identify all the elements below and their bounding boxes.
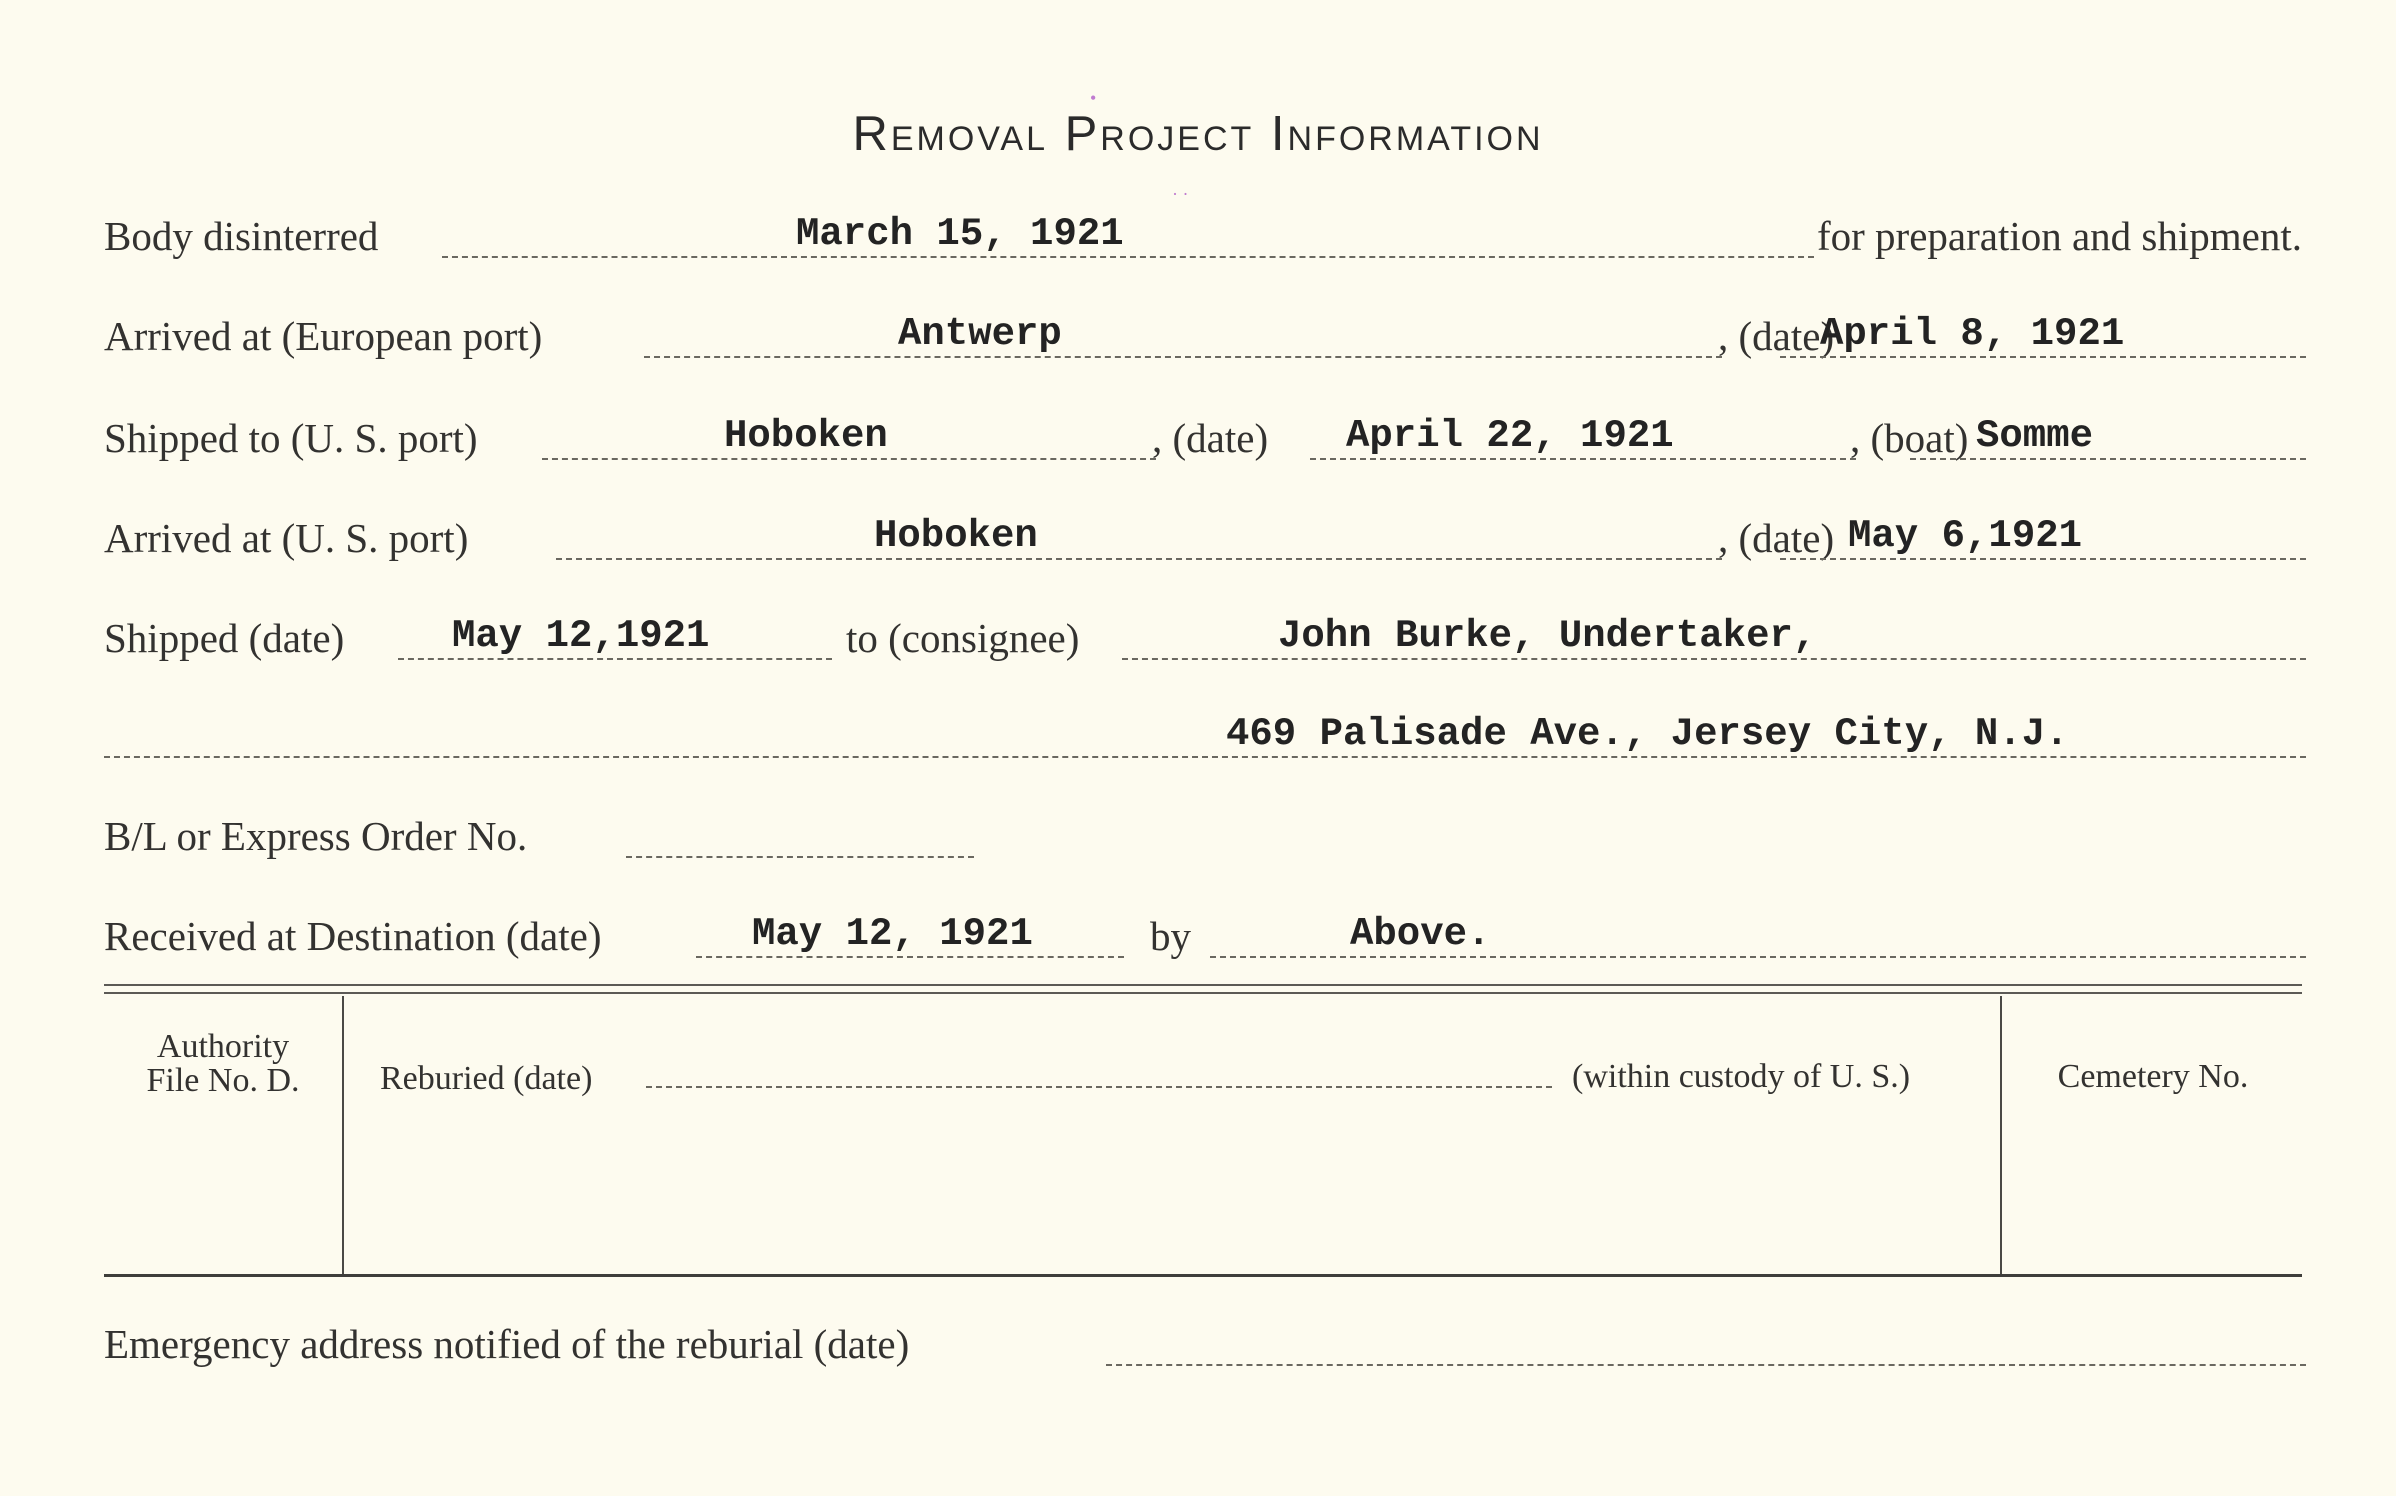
label-emergency-address: Emergency address notified of the reburial (date) xyxy=(104,1321,910,1367)
label-shipped-to-us-port: Shipped to (U. S. port) xyxy=(104,415,478,461)
label-date: , (date) xyxy=(1152,415,1269,461)
label-date: , (date) xyxy=(1718,515,1835,561)
field-line xyxy=(398,658,832,660)
label-preparation-shipment: for preparation and shipment. xyxy=(1816,213,2302,259)
field-line xyxy=(626,856,974,858)
value-us-arrival-port: Hoboken xyxy=(874,514,1038,558)
label-arrived-us-port: Arrived at (U. S. port) xyxy=(104,515,469,561)
row-shipped-consignee xyxy=(104,612,2302,672)
label-reburied-date: Reburied (date) xyxy=(380,1060,593,1097)
field-line xyxy=(1780,356,2306,358)
label-by: by xyxy=(1150,913,1191,959)
value-disinterred-date: March 15, 1921 xyxy=(796,212,1124,256)
label-shipped-date: Shipped (date) xyxy=(104,615,345,661)
value-boat: Somme xyxy=(1976,414,2094,458)
value-consignee: John Burke, Undertaker, xyxy=(1278,614,1817,658)
section-bottom-rule xyxy=(104,1274,2302,1277)
field-line xyxy=(556,558,1722,560)
label-boat: , (boat) xyxy=(1850,415,1969,461)
label-arrived-european-port: Arrived at (European port) xyxy=(104,313,543,359)
field-line xyxy=(646,1086,1552,1088)
row-bl-number xyxy=(104,810,2302,870)
label-bl-express-order: B/L or Express Order No. xyxy=(104,813,528,859)
ink-stamp-mark: • xyxy=(1090,88,1097,108)
label-consignee: to (consignee) xyxy=(846,615,1080,661)
label-file-no: File No. D. xyxy=(146,1062,300,1099)
value-received-date: May 12, 1921 xyxy=(752,912,1033,956)
section-divider xyxy=(104,984,2302,994)
field-line xyxy=(1122,658,2306,660)
label-received-destination: Received at Destination (date) xyxy=(104,913,602,959)
row-arrived-europe xyxy=(104,310,2302,370)
value-european-port: Antwerp xyxy=(898,312,1062,356)
ink-stamp-mark: · · xyxy=(1172,184,1189,204)
card-title: Removal Project Information xyxy=(852,107,1544,161)
field-line xyxy=(1910,458,2306,460)
field-line xyxy=(696,956,1124,958)
field-line xyxy=(104,756,2306,758)
value-consignee-address: 469 Palisade Ave., Jersey City, N.J. xyxy=(1226,712,2069,756)
row-received-destination xyxy=(104,910,2302,970)
row-arrived-us xyxy=(104,512,2302,572)
field-line xyxy=(644,356,1722,358)
field-line xyxy=(1210,956,2306,958)
column-divider xyxy=(342,996,344,1274)
label-cemetery-no: Cemetery No. xyxy=(2057,1058,2249,1095)
value-shipped-date: April 22, 1921 xyxy=(1346,414,1674,458)
label-authority: Authority xyxy=(156,1028,290,1065)
value-us-port: Hoboken xyxy=(724,414,888,458)
label-body-disinterred: Body disinterred xyxy=(104,213,379,259)
field-line xyxy=(1780,558,2306,560)
label-date: , (date) xyxy=(1718,313,1835,359)
column-divider xyxy=(2000,996,2002,1274)
value-shipped-out-date: May 12,1921 xyxy=(452,614,710,658)
row-consignee-address xyxy=(104,710,2302,770)
row-emergency-address xyxy=(104,1318,2302,1378)
value-european-date: April 8, 1921 xyxy=(1820,312,2125,356)
row-body-disinterred xyxy=(104,210,2302,270)
field-line xyxy=(542,458,1156,460)
field-line xyxy=(442,256,1814,258)
field-line xyxy=(1106,1364,2306,1366)
label-custody: (within custody of U. S.) xyxy=(1572,1058,1911,1095)
field-line xyxy=(1310,458,1856,460)
value-us-arrival-date: May 6,1921 xyxy=(1848,514,2083,558)
value-received-by: Above. xyxy=(1350,912,1491,956)
row-shipped-to xyxy=(104,412,2302,472)
